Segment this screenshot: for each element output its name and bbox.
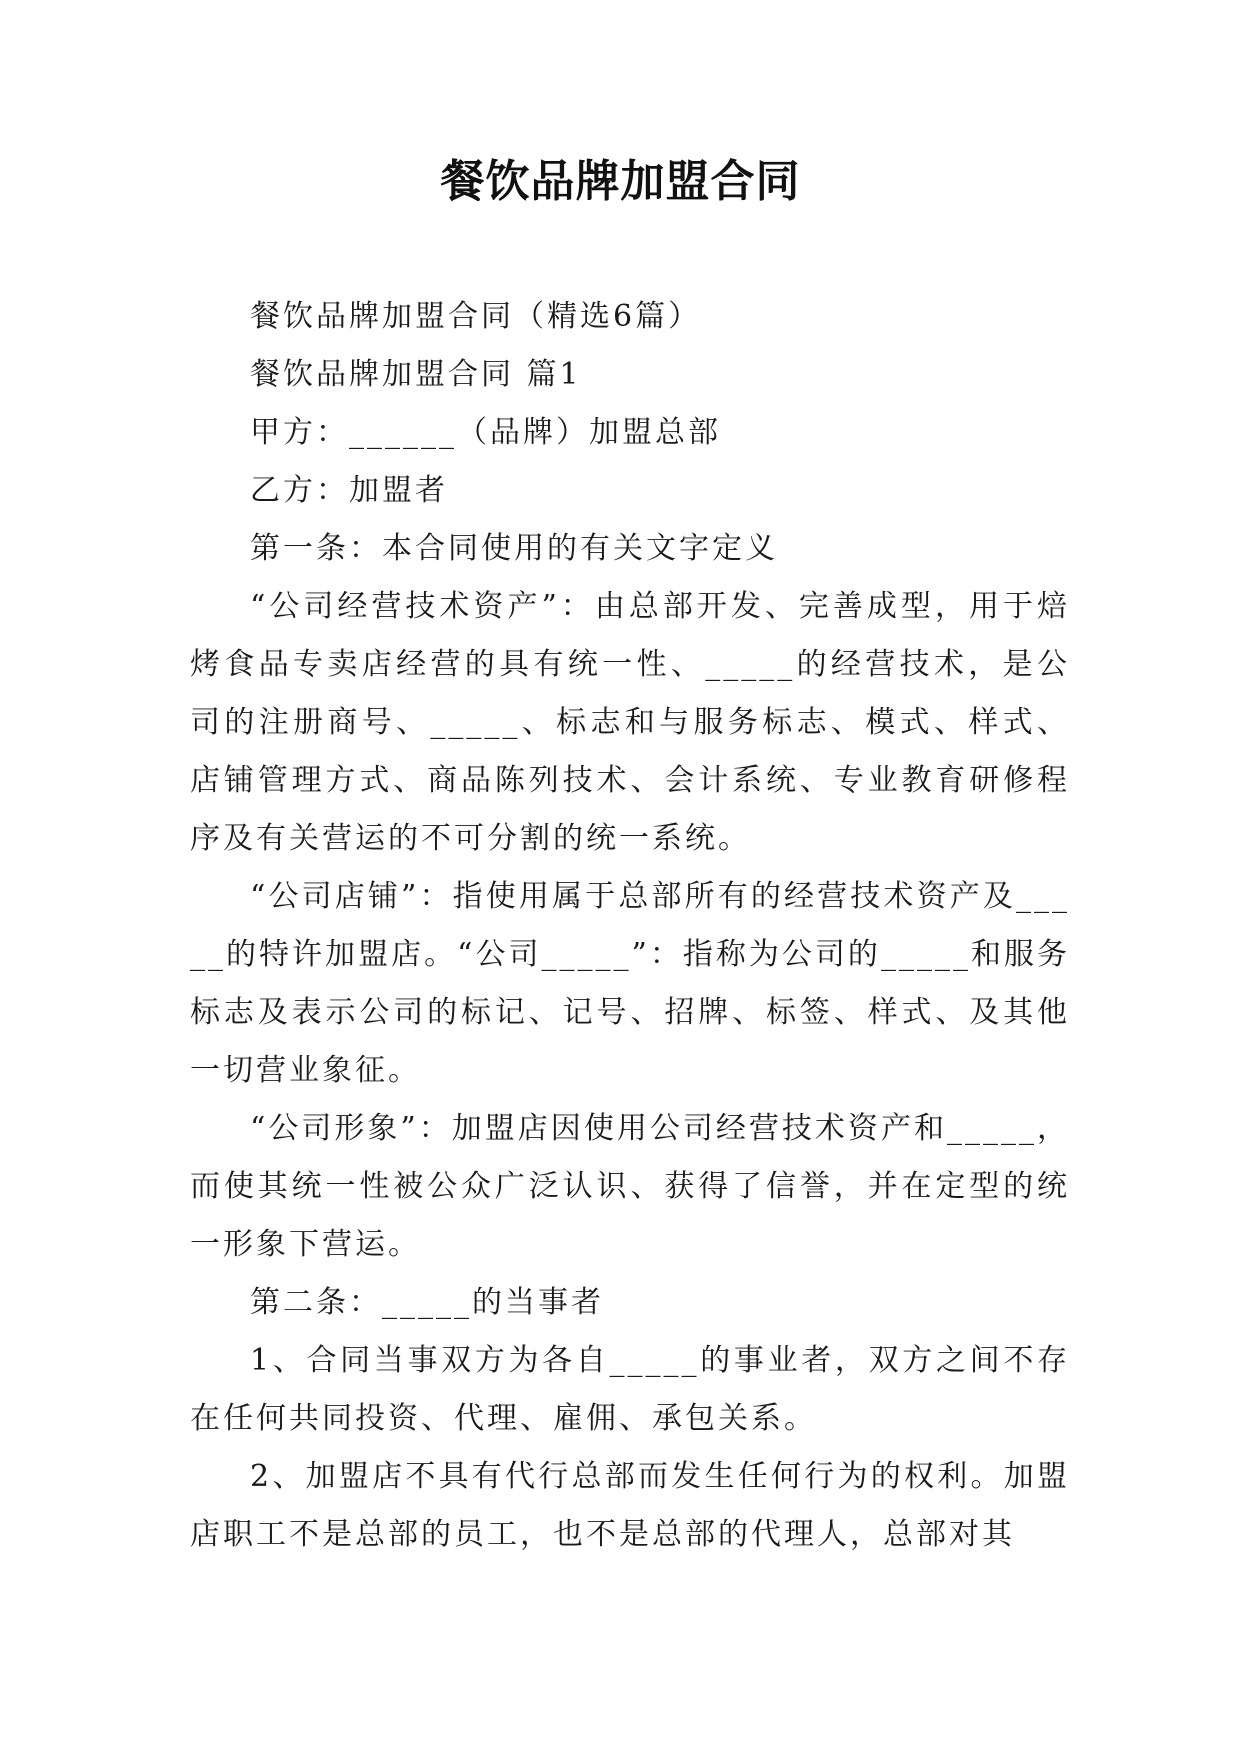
paragraph-subtitle: 餐饮品牌加盟合同（精选6篇） xyxy=(250,299,702,334)
paragraph-definition-stores: “公司店铺”：指使用属于总部所有的经营技术资产及_____的特许加盟店。“公司_____”：指称为公司的_____和服务标志及表示公司的标记、记号、招牌、标签、样式、及其他一切营业象征。 xyxy=(190,879,1070,1088)
paragraph-party-a: 甲方：______（品牌）加盟总部 xyxy=(250,415,721,450)
paragraph-definition-assets: “公司经营技术资产”：由总部开发、完善成型，用于焙烤食品专卖店经营的具有统一性、_____的经营技术，是公司的注册商号、_____、标志和与服务标志、模式、样式、店铺管理方式、商品陈列技术、会计系统、专业教育研修程序及有关营运的不可分割的统一系统。 xyxy=(190,589,1070,856)
paragraph-article-2: 第二条：_____的当事者 xyxy=(250,1285,604,1320)
paragraph-section-heading: 餐饮品牌加盟合同 篇1 xyxy=(250,357,582,392)
paragraph-clause-1: 1、合同当事双方为各自_____的事业者，双方之间不存在任何共同投资、代理、雇佣、承包关系。 xyxy=(190,1343,1070,1436)
paragraph-party-b: 乙方：加盟者 xyxy=(250,473,448,508)
document-title: 餐饮品牌加盟合同 xyxy=(440,156,801,207)
paragraph-article-1: 第一条：本合同使用的有关文字定义 xyxy=(250,531,778,566)
paragraph-clause-2: 2、加盟店不具有代行总部而发生任何行为的权利。加盟店职工不是总部的员工，也不是总部的代理人，总部对其 xyxy=(190,1459,1070,1552)
paragraph-definition-image: “公司形象”：加盟店因使用公司经营技术资产和_____，而使其统一性被公众广泛认识、获得了信誉，并在定型的统一形象下营运。 xyxy=(190,1111,1070,1262)
document-body xyxy=(190,288,1070,1564)
